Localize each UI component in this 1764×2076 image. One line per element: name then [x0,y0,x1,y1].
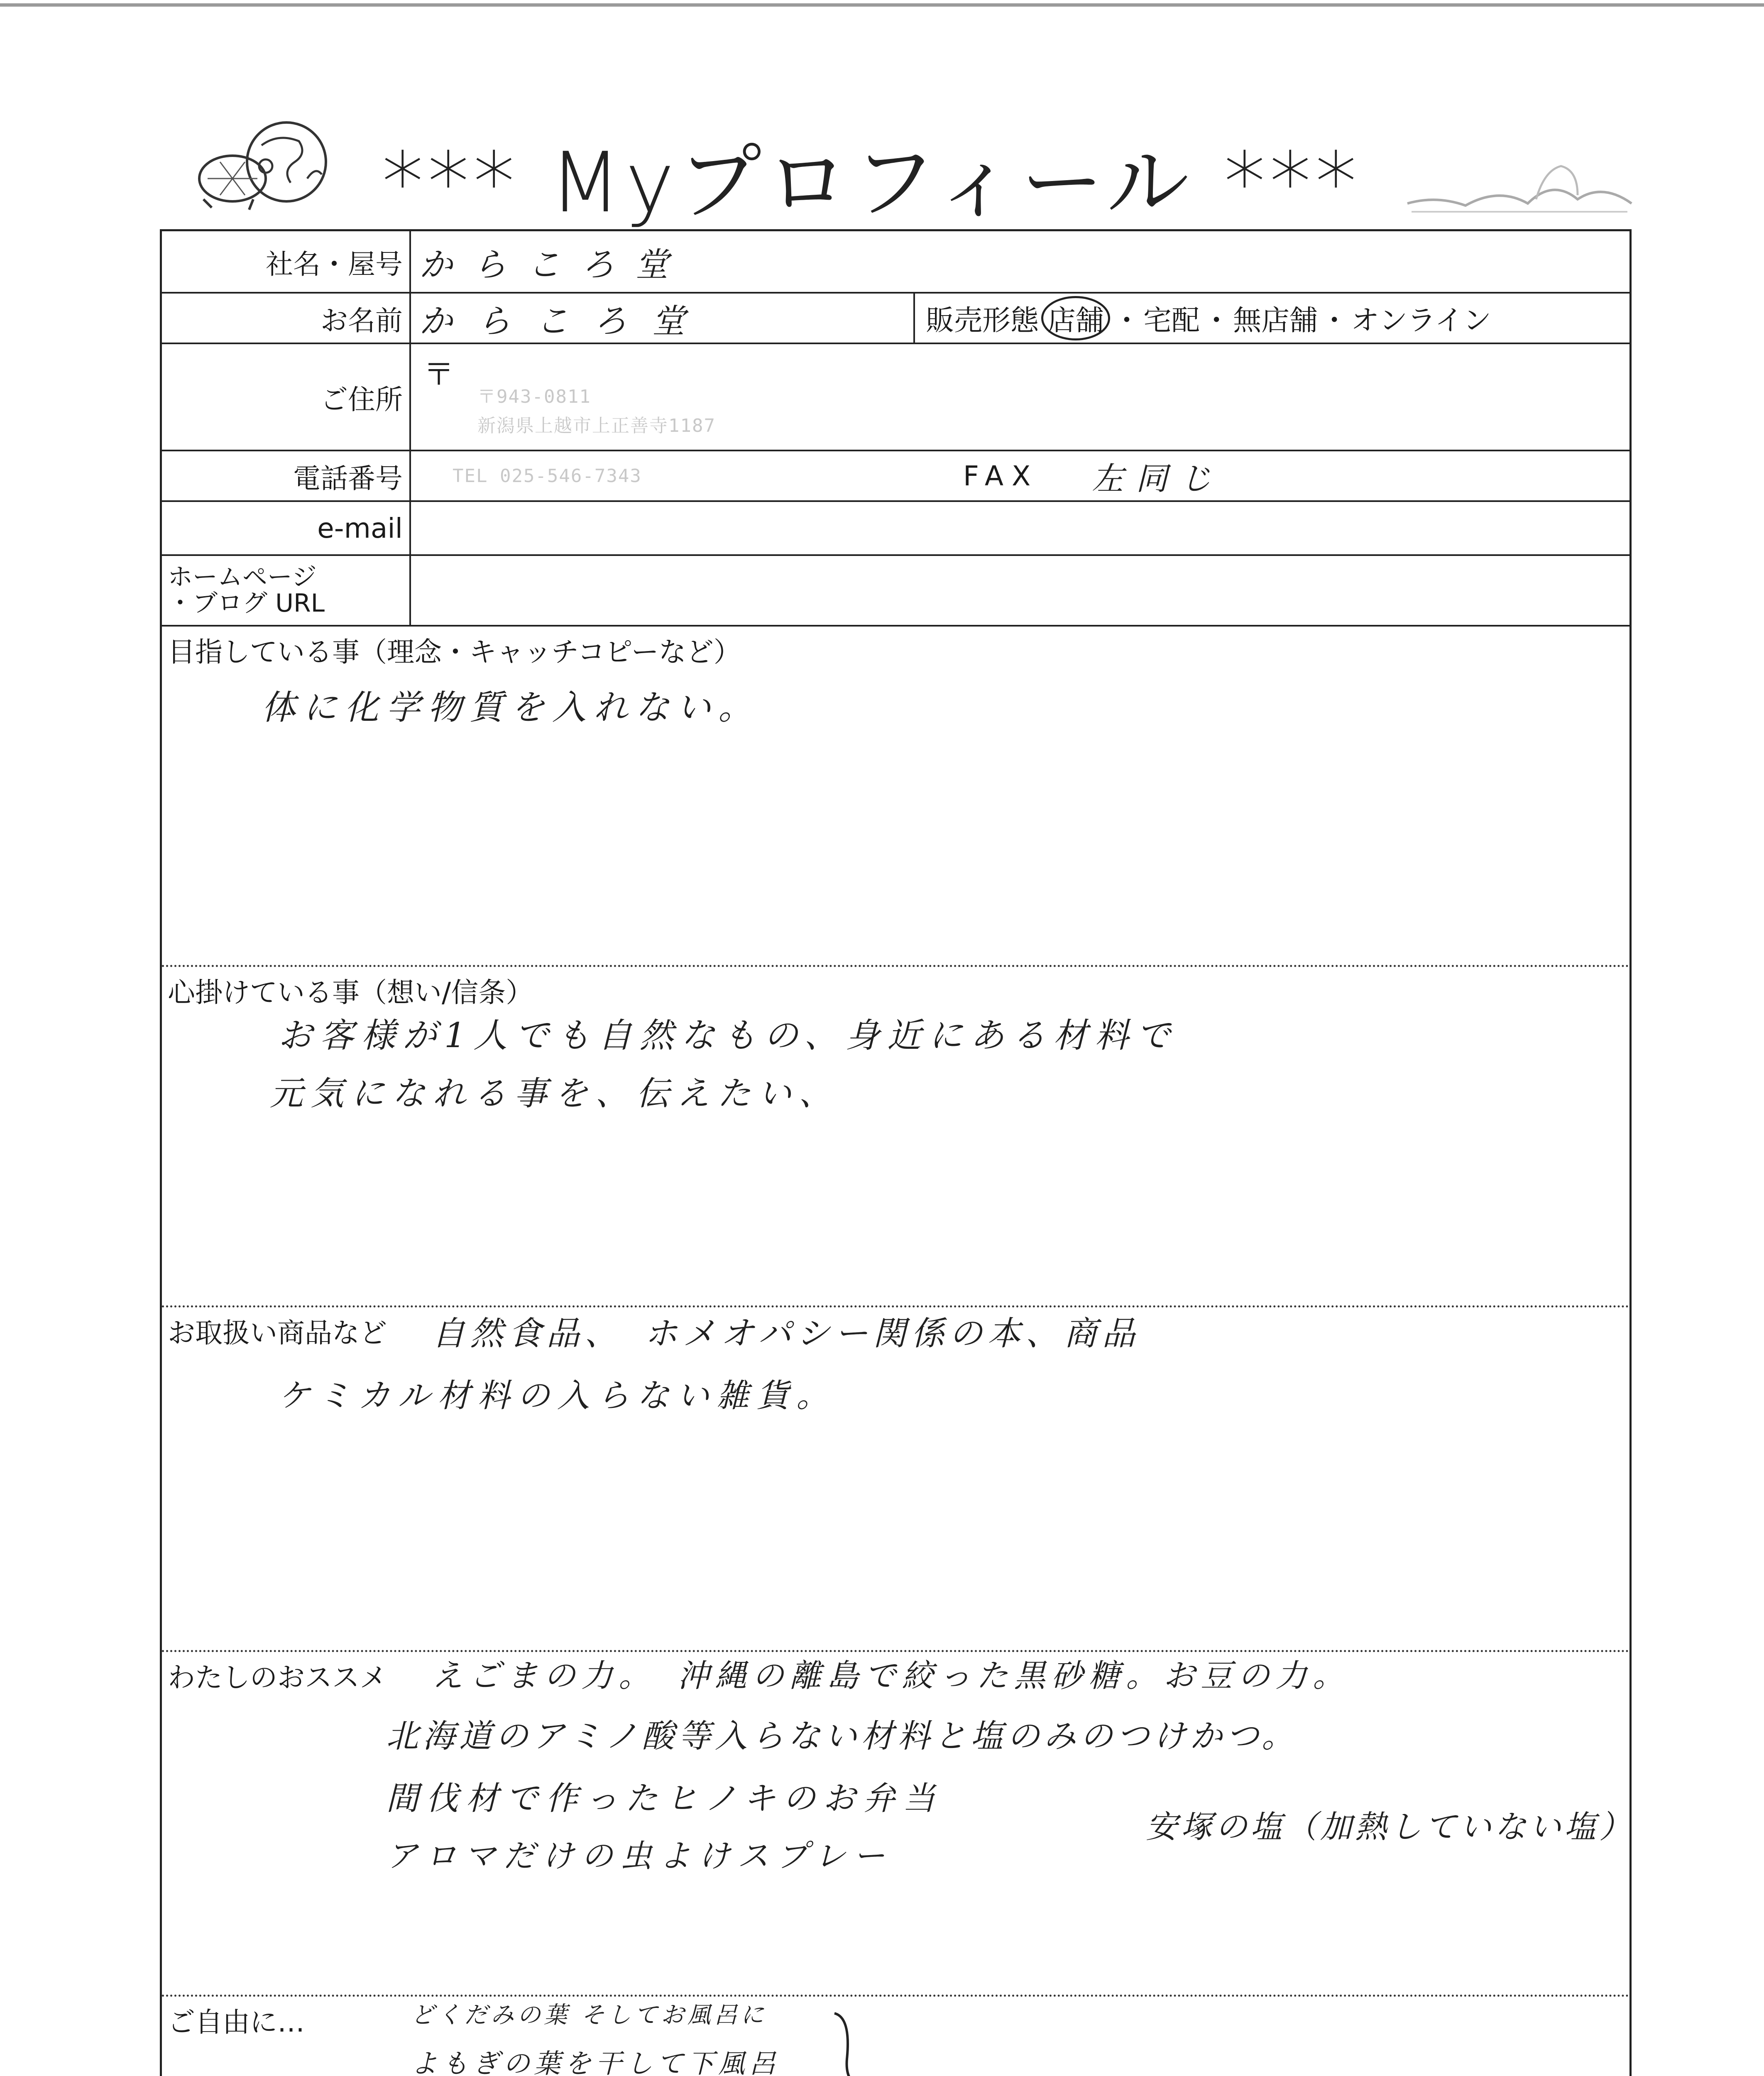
homepage-label-line-1: ホームページ [168,563,317,592]
recommend-label: わたしのおススメ [168,1662,387,1694]
products-line-1[interactable]: 自然食品、 ホメオパシー関係の本、商品 [432,1314,1140,1353]
option-separator: ・ [1202,304,1231,337]
fax-value[interactable]: 左同じ [1092,460,1224,497]
sales-option-delivery[interactable]: 宅配 [1143,304,1200,337]
mindset-line-2[interactable]: 元気になれる事を、伝えたい、 [270,1074,839,1113]
products-section [162,1307,1629,1652]
recommend-line-2[interactable]: 北海道のアミノ酸等入らない材料と塩のみのつけかつ。 [386,1718,1298,1755]
sales-option-no-store[interactable]: 無店舗 [1233,304,1318,337]
postal-mark: 〒 [423,357,454,392]
company-value[interactable]: からころ堂 [419,245,689,284]
free-left-line-1[interactable] [191,2071,273,2076]
free-section [162,1997,1629,2076]
phone-stamp: TEL 025-546-7343 [453,465,642,487]
recommend-line-4[interactable]: アロマだけの虫よけスプレー [386,1837,892,1874]
turtle-globe-logo-icon [183,116,357,216]
profile-form [160,229,1632,2076]
recommend-line-1[interactable]: えごまの力。 沖縄の離島で絞った黒砂糖。お豆の力。 [432,1657,1350,1694]
phone-row [162,451,1629,502]
address-stamp-line: 新潟県上越市上正善寺1187 [477,415,716,436]
homepage-label-line-2: ・ブログ URL [168,589,325,618]
company-row [162,231,1629,294]
free-middle-line-2[interactable]: よもぎの葉を干して下風呂 [411,2049,780,2076]
company-label: 社名・屋号 [162,231,411,292]
fax-label: FAX [963,460,1039,492]
phone-label: 電話番号 [162,451,411,500]
email-row [162,502,1629,556]
aim-label: 目指している事（理念・キャッチコピーなど） [168,636,741,668]
recommend-line-3[interactable]: 間伐材で作ったヒノキのお弁当 [386,1780,943,1817]
page-header [158,108,1636,231]
email-label: e-mail [162,502,411,554]
name-row [162,294,1629,344]
recommend-section [162,1652,1634,1997]
homepage-row [162,556,1629,627]
name-label: お名前 [162,294,411,343]
page-title: *** Myプロフィール *** [382,135,1361,231]
free-label: ご自由に… [168,2006,305,2038]
address-label: ご住所 [162,344,411,450]
mindset-section [162,967,1629,1307]
option-separator: ・ [1320,304,1349,337]
homepage-label [162,556,411,625]
aim-section [162,627,1629,967]
address-stamp-postal: 〒943-0811 [477,386,591,407]
free-middle-line-1[interactable]: どくだみの葉 そしてお風呂に [411,2002,767,2029]
mindset-line-1[interactable]: お客様が1人でも自然なもの、身近にある材料で [278,1016,1178,1055]
top-scan-edge [0,3,1764,7]
sales-option-online[interactable]: オンライン [1351,304,1492,337]
sales-form-group [926,294,1491,343]
aim-line[interactable]: 体に化学物質を入れない。 [262,688,760,727]
sales-form-label: 販売形態 [926,304,1039,337]
recommend-side-note[interactable]: 安塚の塩（加熱していない塩） [1146,1808,1634,1845]
option-separator: ・ [1113,304,1141,337]
products-label: お取扱い商品など [168,1317,387,1349]
products-line-2[interactable]: ケミカル材料の入らない雑貨。 [278,1377,837,1415]
address-row [162,344,1629,451]
sales-form-divider [913,294,915,343]
name-value[interactable]: からころ堂 [419,301,710,340]
mindset-label: 心掛けている事（想い/信条） [168,977,533,1009]
brace-icon [826,2009,876,2076]
sales-option-store-selected[interactable]: 店舗 [1041,296,1110,340]
landscape-logo-icon [1403,154,1636,220]
